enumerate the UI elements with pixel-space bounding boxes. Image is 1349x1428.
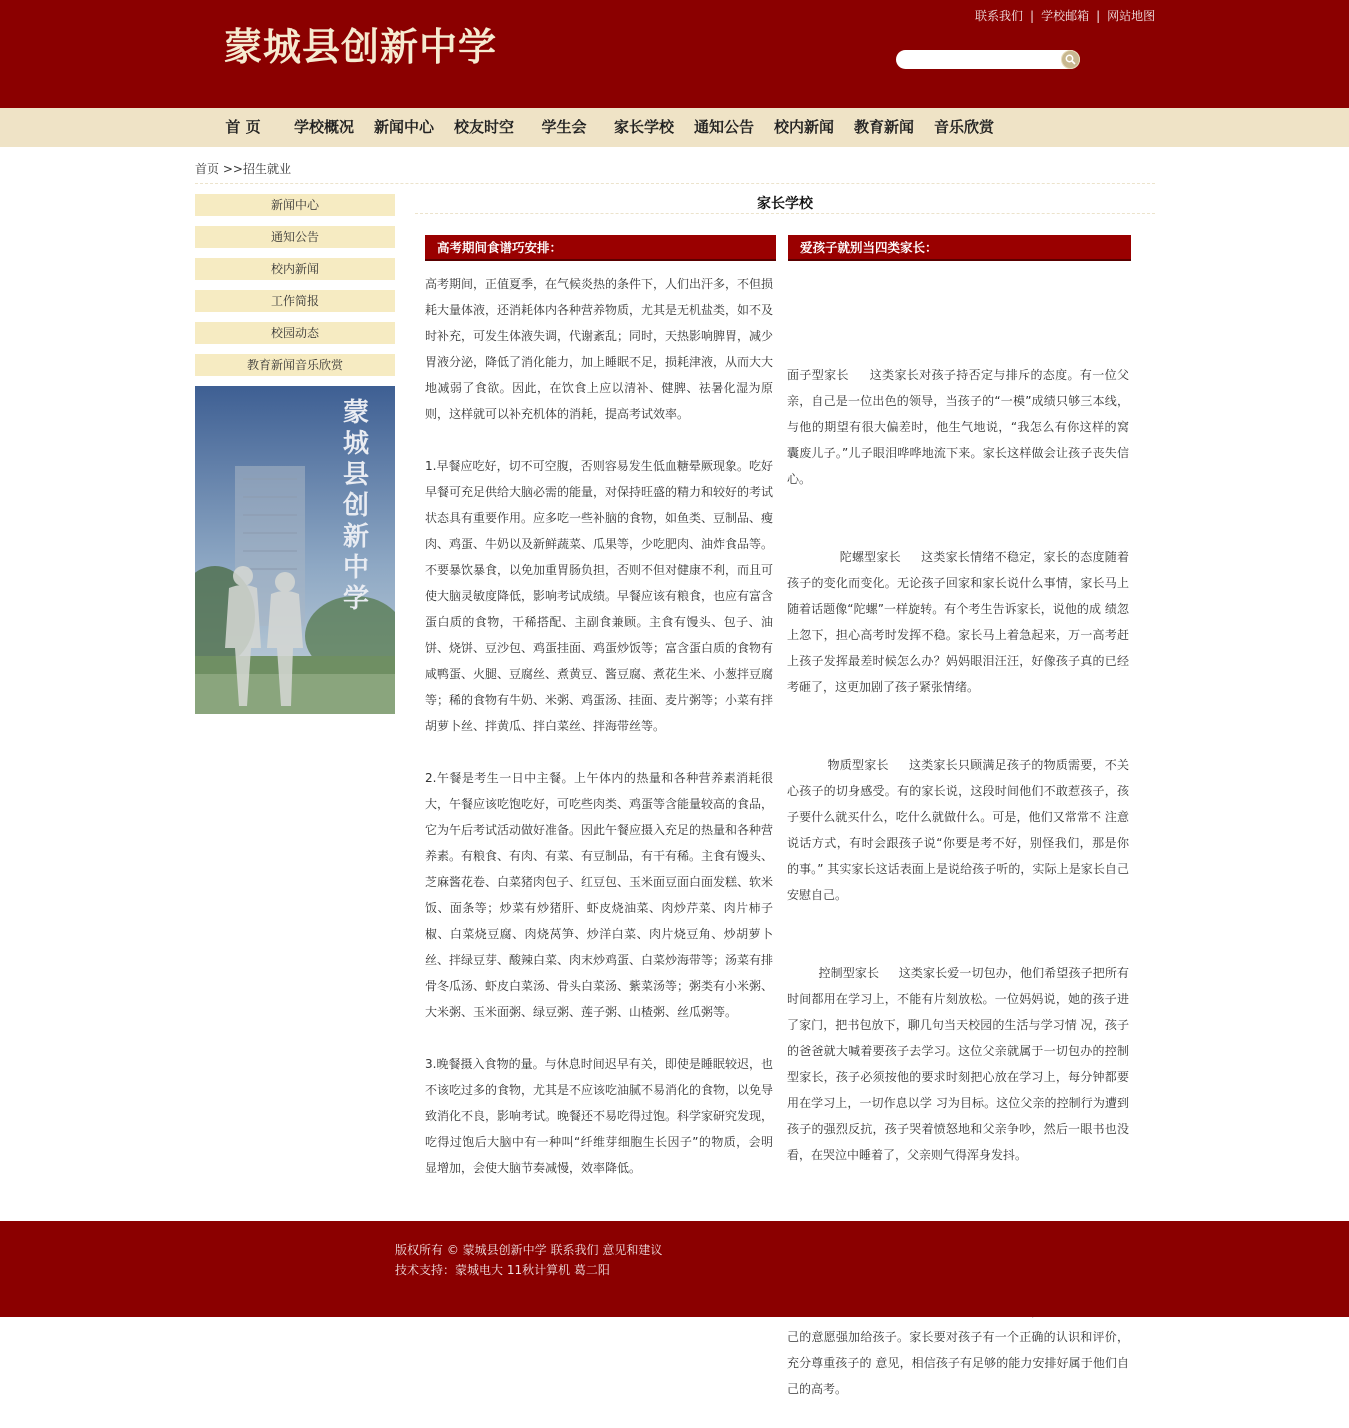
- contact-us-link[interactable]: 联系我们: [975, 9, 1024, 23]
- nav-home[interactable]: 首 页: [225, 118, 261, 136]
- nav-parent-school[interactable]: 家长学校: [613, 118, 674, 136]
- sidebar-item-campus-events[interactable]: 校园动态: [195, 322, 395, 344]
- search-box: [896, 50, 1080, 69]
- right-paragraph: 控制型家长 这类家长爱一切包办，他们希望孩子把所有时间都用在学习上，不能有片刻放松。一位妈妈说，她的孩子进了家门，把书包放下，聊几句当天校园的生活与学习情 况，孩子的爸爸就大喊着要孩子去学习。这位父亲就属于一切包办的控制型家长，孩子必须按他的要求时刻把心放在学习上，每分钟都要用在学习上，一切作息以学 习为目标。这位父亲的控制行为遭到孩子的强烈反抗，孩子哭着愤怒地和父亲争吵，然后一眼书也没看，在哭泣中睡着了，父亲则气得浑身发抖。: [787, 966, 1130, 1162]
- breadcrumb-separator: >>: [222, 162, 243, 176]
- search-icon: [1065, 54, 1076, 65]
- footer-copyright: 版权所有 © 蒙城县创新中学: [395, 1243, 547, 1257]
- site-footer: [0, 1221, 1349, 1317]
- banner-school-name: 蒙城县创新中学: [342, 398, 369, 614]
- search-input[interactable]: [904, 52, 1054, 67]
- site-header: [0, 0, 1349, 108]
- left-article: [425, 271, 773, 1181]
- sidebar: [195, 194, 395, 386]
- sidebar-item-work-briefing[interactable]: 工作简报: [195, 290, 395, 312]
- breadcrumb-home[interactable]: 首页: [195, 162, 220, 176]
- nav-music[interactable]: 音乐欣赏: [933, 118, 994, 136]
- link-divider: |: [1096, 9, 1101, 23]
- school-mail-link[interactable]: 学校邮箱: [1041, 9, 1090, 23]
- left-column-heading: 高考期间食谱巧安排：: [425, 235, 776, 261]
- nav-alumni[interactable]: 校友时空: [453, 118, 514, 136]
- link-divider: |: [1030, 9, 1035, 23]
- main-nav: [0, 108, 1349, 147]
- sidebar-item-news-center[interactable]: 新闻中心: [195, 194, 395, 216]
- right-paragraph: 陀螺型家长 这类家长情绪不稳定，家长的态度随着孩子的变化而变化。无论孩子回家和家长说什么事情，家长马上随着话题像“陀螺”一样旋转。有个考生告诉家长，说他的成 绩忽上忽下，担心高考时发挥不稳。家长马上着急起来，万一高考赶上孩子发挥最差时候怎么办？妈妈眼泪汪汪，好像孩子真的已经考砸了，这更加剧了孩子紧张情绪。: [787, 550, 1129, 694]
- breadcrumb: [195, 160, 291, 177]
- nav-notices[interactable]: 通知公告: [693, 118, 754, 136]
- nav-student-union[interactable]: 学生会: [541, 118, 587, 136]
- search-button[interactable]: [1061, 50, 1080, 69]
- sidebar-item-notices[interactable]: 通知公告: [195, 226, 395, 248]
- breadcrumb-divider: [195, 183, 1155, 184]
- sidebar-item-education-music[interactable]: 教育新闻音乐欣赏: [195, 354, 395, 376]
- left-paragraph: 3.晚餐摄入食物的量。与休息时间迟早有关，即使是睡眠较迟，也不该吃过多的食物，尤其是不应该吃油腻不易消化的食物，以免导致消化不良，影响考试。晚餐还不易吃得过饱。科学家研究发现，吃得过饱后大脑中有一种叫“纤维芽细胞生长因子”的物质，会明显增加，会使大脑节奏减慢，效率降低。: [425, 1057, 774, 1175]
- footer-copyright-line: [395, 1241, 662, 1258]
- breadcrumb-current: 招生就业: [242, 162, 291, 176]
- left-paragraph: 高考期间，正值夏季，在气候炎热的条件下，人们出汗多，不但损耗大量体液，还消耗体内各种营养物质，尤其是无机盐类，如不及时补充，可发生体液失调，代谢紊乱；同时，天热影响脾胃，减少胃液分泌，降低了消化能力，加上睡眠不足，损耗津液，从而大大地减弱了食欲。因此，在饮食上应以清补、健脾、祛暑化湿为原则，这样就可以补充机体的消耗，提高考试效率。: [425, 277, 774, 421]
- nav-news-center[interactable]: 新闻中心: [373, 118, 434, 136]
- right-paragraph: 己的意愿强加给孩子。家长要对孩子有一个正确的认识和评价，充分尊重孩子的 意见，相信孩子有足够的能力安排好属于他们自己的高考。: [787, 1330, 1129, 1396]
- nav-education-news[interactable]: 教育新闻: [853, 118, 914, 136]
- site-map-link[interactable]: 网站地图: [1107, 9, 1156, 23]
- left-paragraph: 1.早餐应吃好，切不可空腹，否则容易发生低血糖晕厥现象。吃好早餐可充足供给大脑必需的能量，对保持旺盛的精力和较好的考试状态具有重要作用。应多吃一些补脑的食物，如鱼类、豆制品、瘦肉、鸡蛋、牛奶以及新鲜蔬菜、瓜果等，少吃肥肉、油炸食品等。不要暴饮暴食，以免加重胃肠负担，否则不但对健康不利，而且可使大脑灵敏度降低，影响考试成绩。早餐应该有粮食，也应有富含蛋白质的食物，干稀搭配、主副食兼顾。主食有馒头、包子、油饼、烧饼、豆沙包、鸡蛋挂面、鸡蛋炒饭等；富含蛋白质的食物有咸鸭蛋、火腿、豆腐丝、煮黄豆、酱豆腐、煮花生米、小葱拌豆腐等；稀的食物有牛奶、米粥、鸡蛋汤、挂面、麦片粥等；小菜有拌胡萝卜丝、拌黄瓜、拌白菜丝、拌海带丝等。: [425, 459, 774, 733]
- page-title: 家长学校: [757, 196, 813, 212]
- left-paragraph: 2.午餐是考生一日中主餐。上午体内的热量和各种营养素消耗很大，午餐应该吃饱吃好，可吃些肉类、鸡蛋等含能量较高的食品，它为午后考试活动做好准备。因此午餐应摄入充足的热量和各种营养素。有粮食、有肉、有菜、有豆制品，有干有稀。主食有馒头、芝麻酱花卷、白菜猪肉包子、红豆包、玉米面豆面白面发糕、软米饭、面条等；炒菜有炒猪肝、虾皮烧油菜、肉炒芹菜、肉片柿子椒、白菜烧豆腐、肉烧莴笋、炒洋白菜、肉片烧豆角、炒胡萝卜丝、拌绿豆芽、酸辣白菜、肉末炒鸡蛋、白菜炒海带等；汤菜有排骨冬瓜汤、虾皮白菜汤、骨头白菜汤、紫菜汤等；粥类有小米粥、大米粥、玉米面粥、绿豆粥、莲子粥、山楂粥、丝瓜粥等。: [425, 771, 774, 1019]
- right-column-heading: 爱孩子就别当四类家长：: [788, 235, 1131, 261]
- nav-school-overview[interactable]: 学校概况: [293, 118, 354, 136]
- nav-campus-news[interactable]: 校内新闻: [773, 118, 834, 136]
- right-paragraph: 面子型家长 这类家长对孩子持否定与排斥的态度。有一位父亲，自己是一位出色的领导，当孩子的“一模”成绩只够三本线，与他的期望有很大偏差时，他生气地说，“我怎么有你这样的窝囊废儿子。”儿子眼泪哗哗地流下来。家长这样做会让孩子丧失信心。: [787, 368, 1129, 486]
- sidebar-item-campus-news[interactable]: 校内新闻: [195, 258, 395, 280]
- site-logo[interactable]: 蒙城县创新中学: [224, 24, 498, 69]
- footer-support: 技术支持：蒙城电大 11秋计算机 葛二阳: [395, 1263, 610, 1277]
- footer-contact-link[interactable]: 联系我们: [550, 1243, 599, 1257]
- sidebar-banner-image: [195, 386, 395, 714]
- top-links: [975, 7, 1155, 24]
- footer-feedback-link[interactable]: 意见和建议: [602, 1243, 663, 1257]
- title-divider: [415, 213, 1155, 214]
- right-paragraph: 物质型家长 这类家长只顾满足孩子的物质需要，不关心孩子的切身感受。有的家长说，这段时间他们不敢惹孩子，孩子要什么就买什么，吃什么就做什么。可是，他们又常常不 注意说话方式，有时会跟孩子说“你要是考不好，别怪我们，那是你的事。” 其实家长这话表面上是说给孩子听的，实际上是家长自己安慰自己。: [787, 758, 1129, 902]
